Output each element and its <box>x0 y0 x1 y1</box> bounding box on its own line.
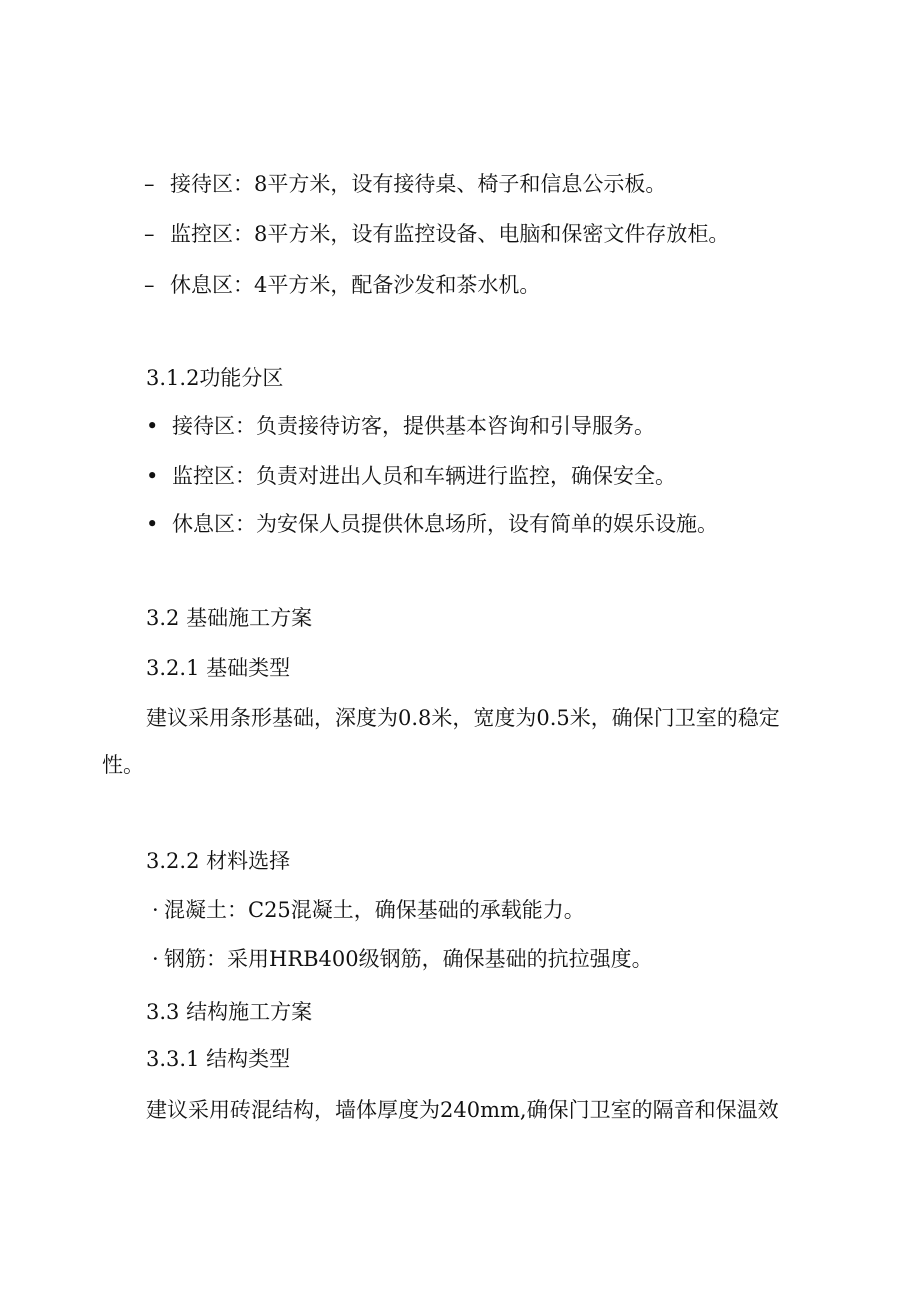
dash-marker: – <box>144 222 155 246</box>
section-heading-3-3: 3.3 结构施工方案 <box>146 1000 313 1024</box>
area-text: 休息区：4平方米，配备沙发和茶水机。 <box>170 273 541 297</box>
material-item-rebar <box>152 945 653 973</box>
bullet-marker: • <box>146 414 159 438</box>
function-text: 接待区：负责接待访客，提供基本咨询和引导服务。 <box>172 414 655 438</box>
section-heading-3-3-1: 3.3.1 结构类型 <box>146 1047 291 1071</box>
paragraph-foundation-line1: 建议采用条形基础，深度为0.8米，宽度为0.5米，确保门卫室的稳定 <box>146 706 780 730</box>
area-item-rest <box>144 271 540 299</box>
dash-marker: – <box>144 273 155 297</box>
dot-marker: · <box>152 947 159 971</box>
function-item-monitoring <box>146 462 676 490</box>
function-text: 监控区：负责对进出人员和车辆进行监控，确保安全。 <box>172 464 676 488</box>
paragraph-structure-line1: 建议采用砖混结构，墙体厚度为240mm,确保门卫室的隔音和保温效 <box>146 1098 779 1122</box>
bullet-marker: • <box>146 464 159 488</box>
section-heading-3-2: 3.2 基础施工方案 <box>146 606 313 630</box>
function-text: 休息区：为安保人员提供休息场所，设有简单的娱乐设施。 <box>172 512 718 536</box>
material-text: 混凝土：C25混凝土，确保基础的承载能力。 <box>164 898 585 922</box>
material-text: 钢筋：采用HRB400级钢筋，确保基础的抗拉强度。 <box>164 947 653 971</box>
section-heading-3-2-1: 3.2.1 基础类型 <box>146 656 291 680</box>
dot-marker: · <box>152 898 159 922</box>
area-item-reception <box>144 170 666 198</box>
area-text: 接待区：8平方米，设有接待桌、椅子和信息公示板。 <box>170 172 667 196</box>
function-item-reception <box>146 412 655 440</box>
dash-marker: – <box>144 172 155 196</box>
section-heading-3-2-2: 3.2.2 材料选择 <box>146 849 291 873</box>
material-item-concrete <box>152 896 585 924</box>
area-item-monitoring <box>144 220 729 248</box>
bullet-marker: • <box>146 512 159 536</box>
section-heading-3-1-2: 3.1.2功能分区 <box>146 366 284 390</box>
function-item-rest <box>146 510 718 538</box>
area-text: 监控区：8平方米，设有监控设备、电脑和保密文件存放柜。 <box>170 222 730 246</box>
paragraph-foundation-line2: 性。 <box>102 753 144 777</box>
